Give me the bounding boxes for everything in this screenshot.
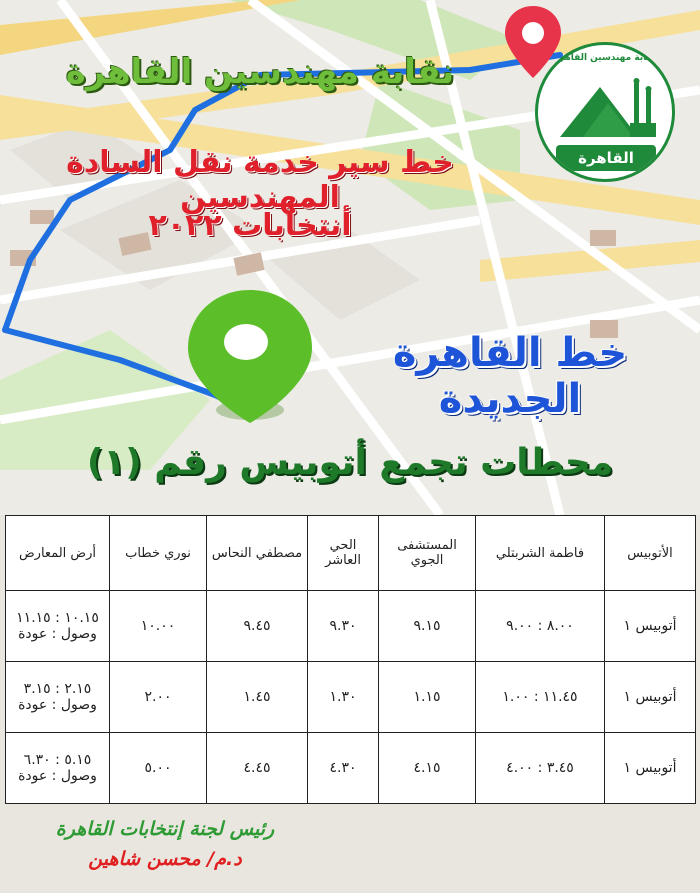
cell-nahas: ٩.٤٥ xyxy=(207,591,308,662)
signatory-name: د.م/ محسن شاهين xyxy=(88,848,242,870)
cell-nahas: ٤.٤٥ xyxy=(207,733,308,804)
cell-fatma: ٨.٠٠ : ٩.٠٠ xyxy=(476,591,605,662)
engineers-syndicate-logo xyxy=(535,42,675,182)
cell-nahas: ١.٤٥ xyxy=(207,662,308,733)
table-row xyxy=(6,662,696,733)
header-bus: الأتوبيس xyxy=(605,516,696,591)
org-title: نقابة مهندسين القاهرة xyxy=(65,52,455,92)
bus-schedule-table xyxy=(5,515,696,804)
cell-nouri: ٢.٠٠ xyxy=(110,662,207,733)
cell-bus: أتوبيس ١ xyxy=(605,662,696,733)
cell-expo xyxy=(6,662,110,733)
cell-nouri: ١٠.٠٠ xyxy=(110,591,207,662)
cell-nouri: ٥.٠٠ xyxy=(110,733,207,804)
header-fatma: فاطمة الشربتلي xyxy=(476,516,605,591)
header-expo: أرض المعارض xyxy=(6,516,110,591)
stations-title: محطات تجمع أتوبيس رقم (١) xyxy=(86,442,614,483)
cell-fatma: ١١.٤٥ : ١.٠٠ xyxy=(476,662,605,733)
route-line-title: خط القاهرة الجديدة xyxy=(392,330,628,422)
cell-fatma: ٣.٤٥ : ٤.٠٠ xyxy=(476,733,605,804)
expo-times: ٢.١٥ : ٣.١٥ xyxy=(23,681,92,697)
expo-note: وصول : عودة xyxy=(18,768,97,784)
elections-title: أنتخابات ٢٠٢٢ xyxy=(148,208,352,243)
cell-expo xyxy=(6,733,110,804)
cell-district10: ٤.٣٠ xyxy=(308,733,379,804)
table-header-row xyxy=(6,516,696,591)
cell-bus: أتوبيس ١ xyxy=(605,591,696,662)
header-nouri: نوري خطاب xyxy=(110,516,207,591)
table-row xyxy=(6,733,696,804)
cell-hospital: ٩.١٥ xyxy=(379,591,476,662)
cell-hospital: ٤.١٥ xyxy=(379,733,476,804)
expo-times: ١٠.١٥ : ١١.١٥ xyxy=(16,610,99,626)
cell-bus: أتوبيس ١ xyxy=(605,733,696,804)
committee-chair-title: رئيس لجنة إنتخابات القاهرة xyxy=(55,818,275,840)
expo-note: وصول : عودة xyxy=(18,626,97,642)
header-district10: الحي العاشر xyxy=(308,516,379,591)
logo-name-label: القاهرة xyxy=(556,145,656,171)
expo-times: ٥.١٥ : ٦.٣٠ xyxy=(23,752,92,768)
cell-district10: ٩.٣٠ xyxy=(308,591,379,662)
logo-ring-text: نقابة مهندسين القاهرة xyxy=(553,53,657,63)
cell-hospital: ١.١٥ xyxy=(379,662,476,733)
cell-expo xyxy=(6,591,110,662)
cell-district10: ١.٣٠ xyxy=(308,662,379,733)
header-hospital: المستشفى الجوي xyxy=(379,516,476,591)
service-title: خط سير خدمة نقل السادة المهندسين xyxy=(66,145,454,215)
header-nahas: مصطفي النحاس xyxy=(207,516,308,591)
table-row xyxy=(6,591,696,662)
expo-note: وصول : عودة xyxy=(18,697,97,713)
